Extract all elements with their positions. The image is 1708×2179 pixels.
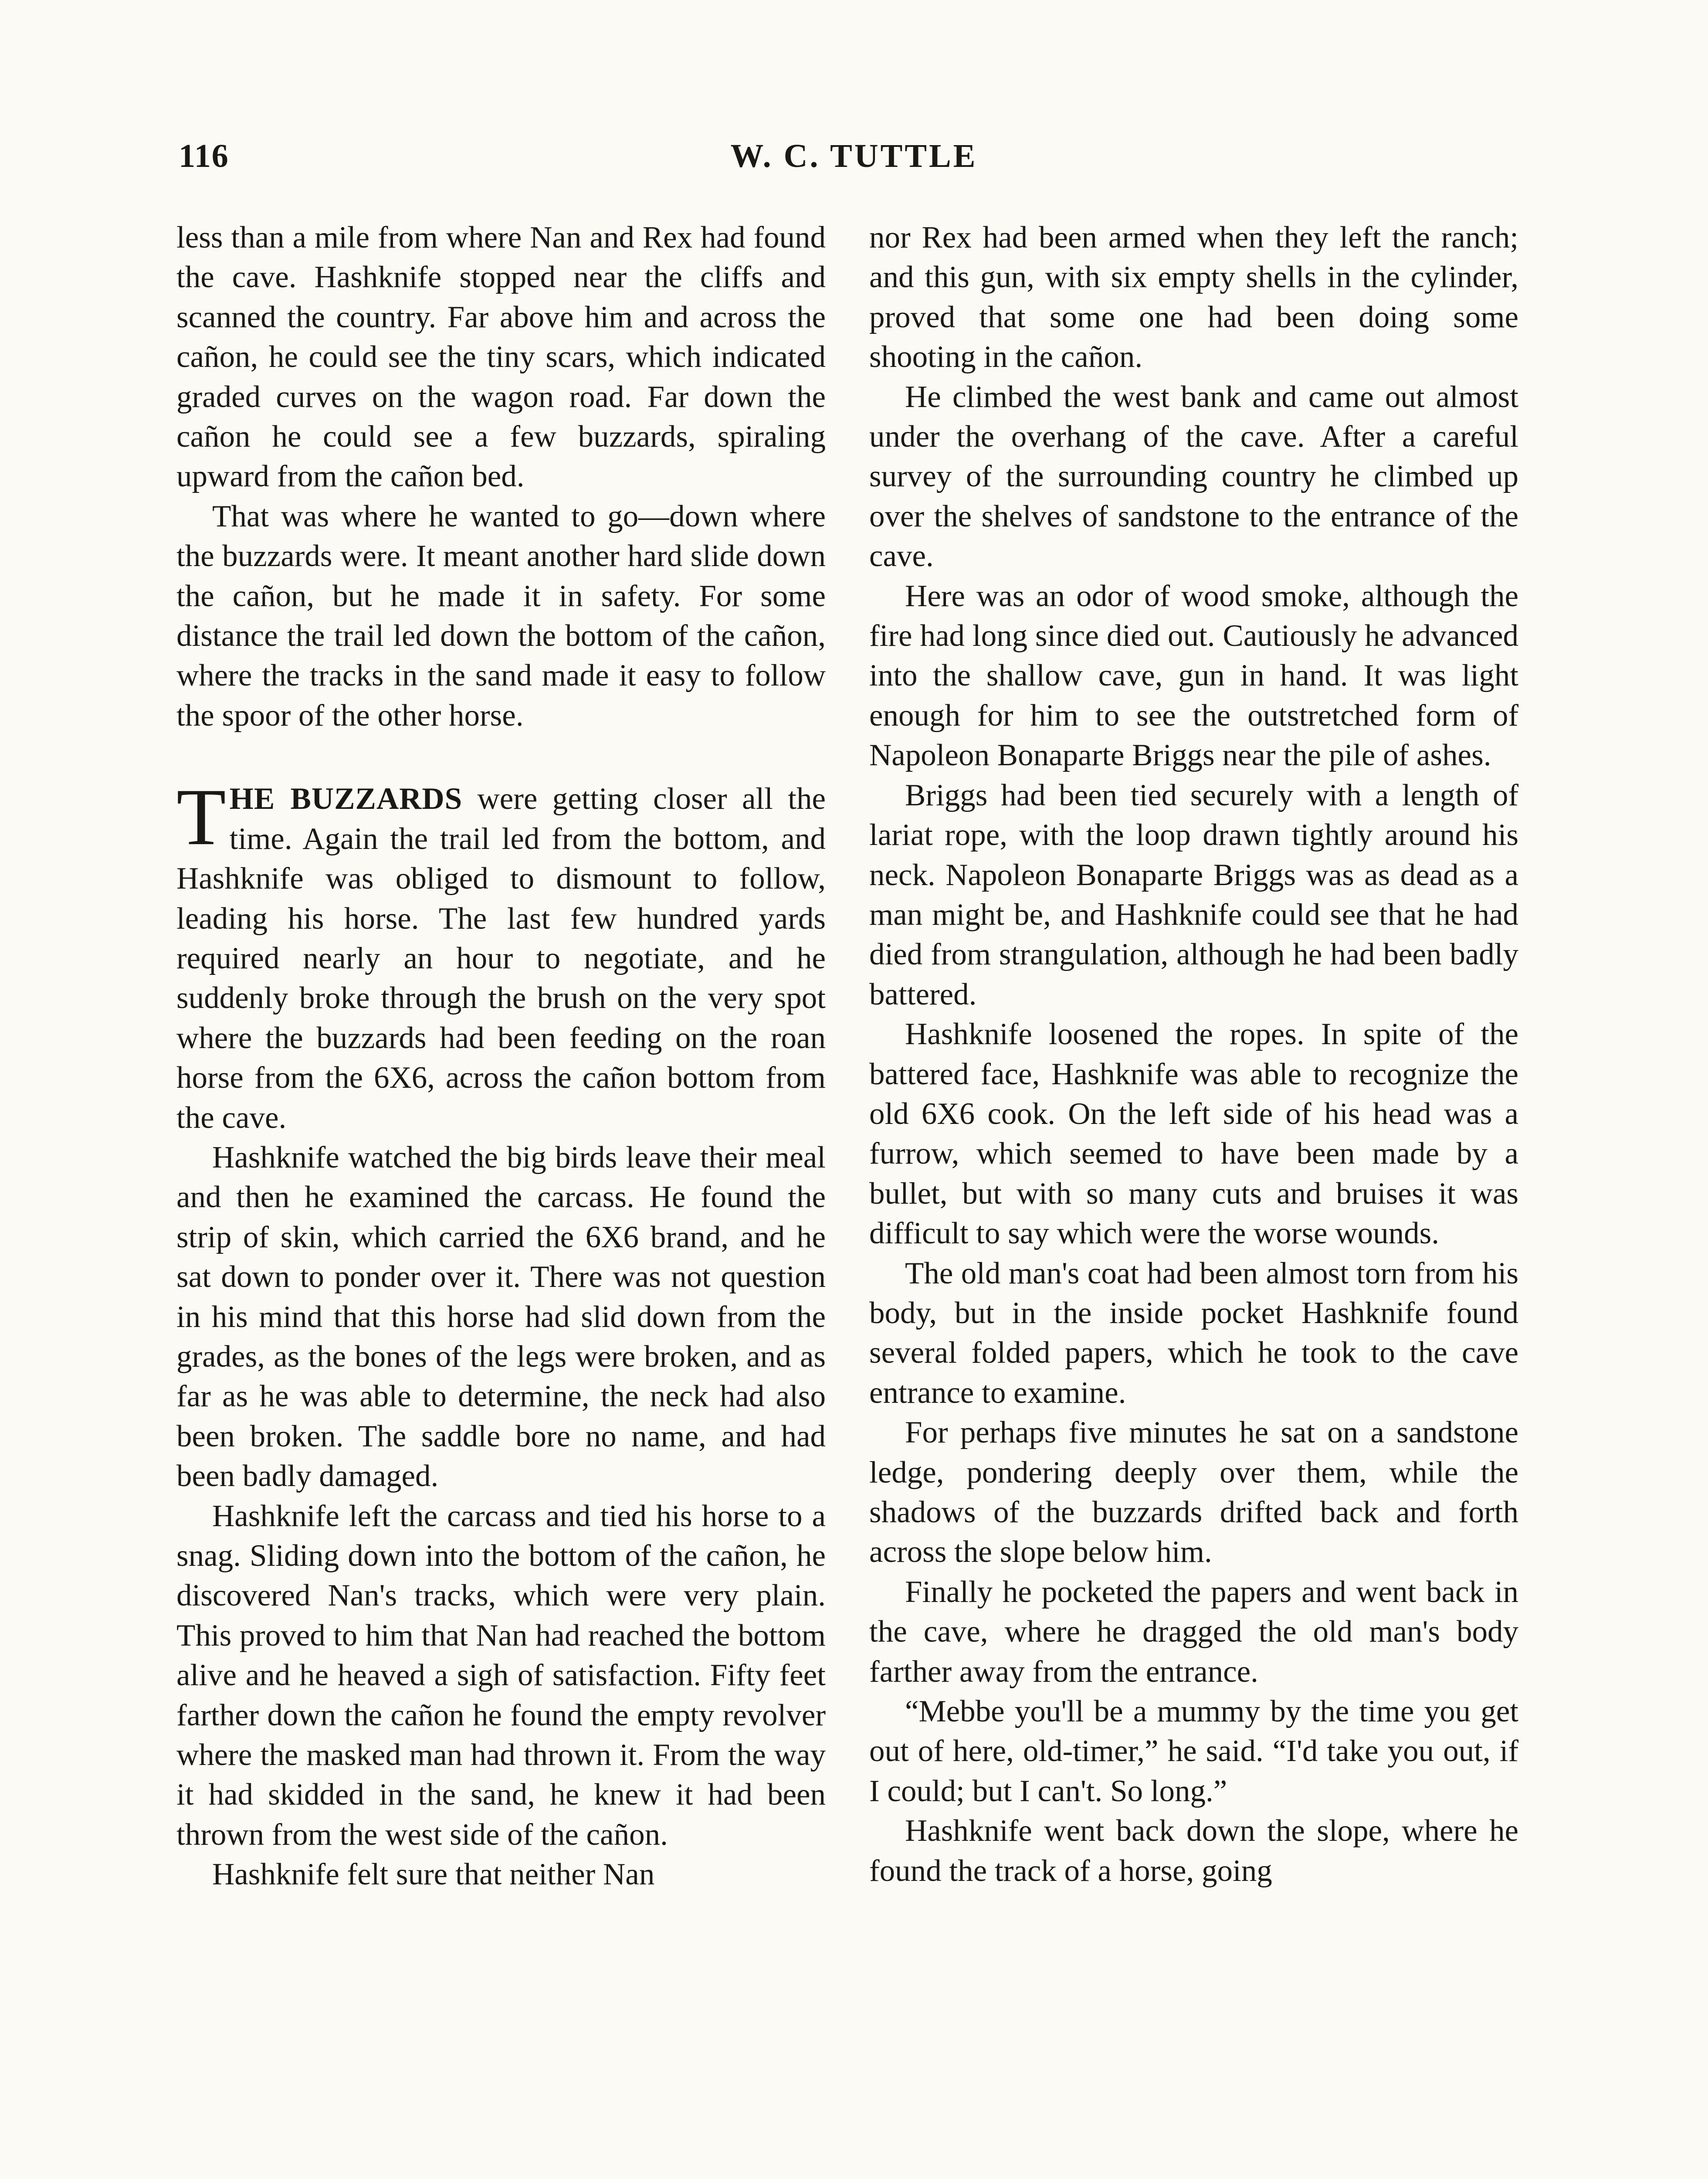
page-header [179,137,1529,176]
paragraph: Hashknife went back down the slope, where he found the track of a horse, going [869,1814,1518,1888]
paragraph: Hashknife loosened the ropes. In spite of the battered face, Hashknife was able to recognize the old 6X6 cook. On the left side of his head was a furrow, which seemed to have been made by a bullet, but with so many cuts and bruises it was difficult to say which were the worse wounds. [869,1017,1518,1251]
paragraph: Hashknife left the carcass and tied his horse to a snag. Sliding down into the bottom of the cañon, he discovered Nan's tracks, which were very plain. This proved to him that Nan had reached the bottom alive and he heaved a sigh of satisfaction. Fifty feet farther down the cañon he found the empty revolver where the masked man had thrown it. From the way it had skidded in the sand, he knew it had been thrown from the west side of the cañon. [176,1499,826,1852]
paragraph: Hashknife felt sure that neither Nan [212,1857,655,1892]
paragraph: He climbed the west bank and came out almost under the overhang of the cave. After a careful survey of the surrounding country he climbed up over the shelves of sandstone to the entrance of the cave. [869,380,1518,574]
paragraph: “Mebbe you'll be a mummy by the time you get out of here, old-timer,” he said. “I'd take you out, if I could; but I can't. So long.” [869,1694,1518,1808]
paragraph: That was where he wanted to go—down where the buzzards were. It meant another hard slide down the cañon, but he made it in safety. For some distance the trail led down the bottom of the cañon, where the tracks in the sand made it easy to follow the spoor of the other horse. [176,499,826,733]
paragraph: Briggs had been tied securely with a length of lariat rope, with the loop drawn tightly around his neck. Napoleon Bonaparte Briggs was as dead as a man might be, and Hashknife could see that he had died from strangulation, although he had been badly battered. [869,778,1518,1011]
left-column [176,218,826,1895]
paragraph: nor Rex had been armed when they left the ranch; and this gun, with six empty shells in the cylinder, proved that some one had been doing some shooting in the cañon. [869,221,1518,374]
section-lead-in: HE BUZZARDS [229,782,463,816]
drop-cap: T [176,772,226,862]
page-number: 116 [179,138,229,174]
paragraph: less than a mile from where Nan and Rex had found the cave. Hashknife stopped near the cliffs and scanned the country. Far above him and across the cañon, he could see the tiny scars, which indicated graded curves on the wagon road. Far down the cañon he could see a few buzzards, spiraling upward from the cañon bed. [176,221,826,494]
paragraph-text: were getting closer all the time. Again the trail led from the bottom, and Hashknife was obliged to dismount to follow, leading his horse. The last few hundred yards required nearly an hour to negotiate, and he suddenly broke through the brush on the very spot where the buzzards had been feeding on the roan horse from the 6X6, across the cañon bottom from the cave. [176,782,826,1135]
running-head: W. C. TUTTLE [730,138,978,174]
paragraph: The old man's coat had been almost torn from his body, but in the inside pocket Hashknife found several folded papers, which he took to the cave entrance to examine. [869,1256,1518,1410]
paragraph: Hashknife watched the big birds leave their meal and then he examined the carcass. He found the strip of skin, which carried the 6X6 brand, and he sat down to ponder over it. There was not question in his mind that this horse had slid down from the grades, as the bones of the legs were broken, and as far as he was able to determine, the neck had also been broken. The saddle bore no name, and had been badly damaged. [176,1140,826,1493]
paragraph: Finally he pocketed the papers and went back in the cave, where he dragged the old man's body farther away from the entrance. [869,1575,1518,1689]
paragraph: Here was an odor of wood smoke, although the fire had long since died out. Cautiously he advanced into the shallow cave, gun in hand. It was light enough for him to see the outstretched form of Napoleon Bonaparte Briggs near the pile of ashes. [869,579,1518,773]
paragraph: For perhaps five minutes he sat on a sandstone ledge, pondering deeply over them, while the shadows of the buzzards drifted back and forth across the slope below him. [869,1415,1518,1569]
section-start-paragraph [176,772,826,1138]
right-column [869,218,1518,1891]
